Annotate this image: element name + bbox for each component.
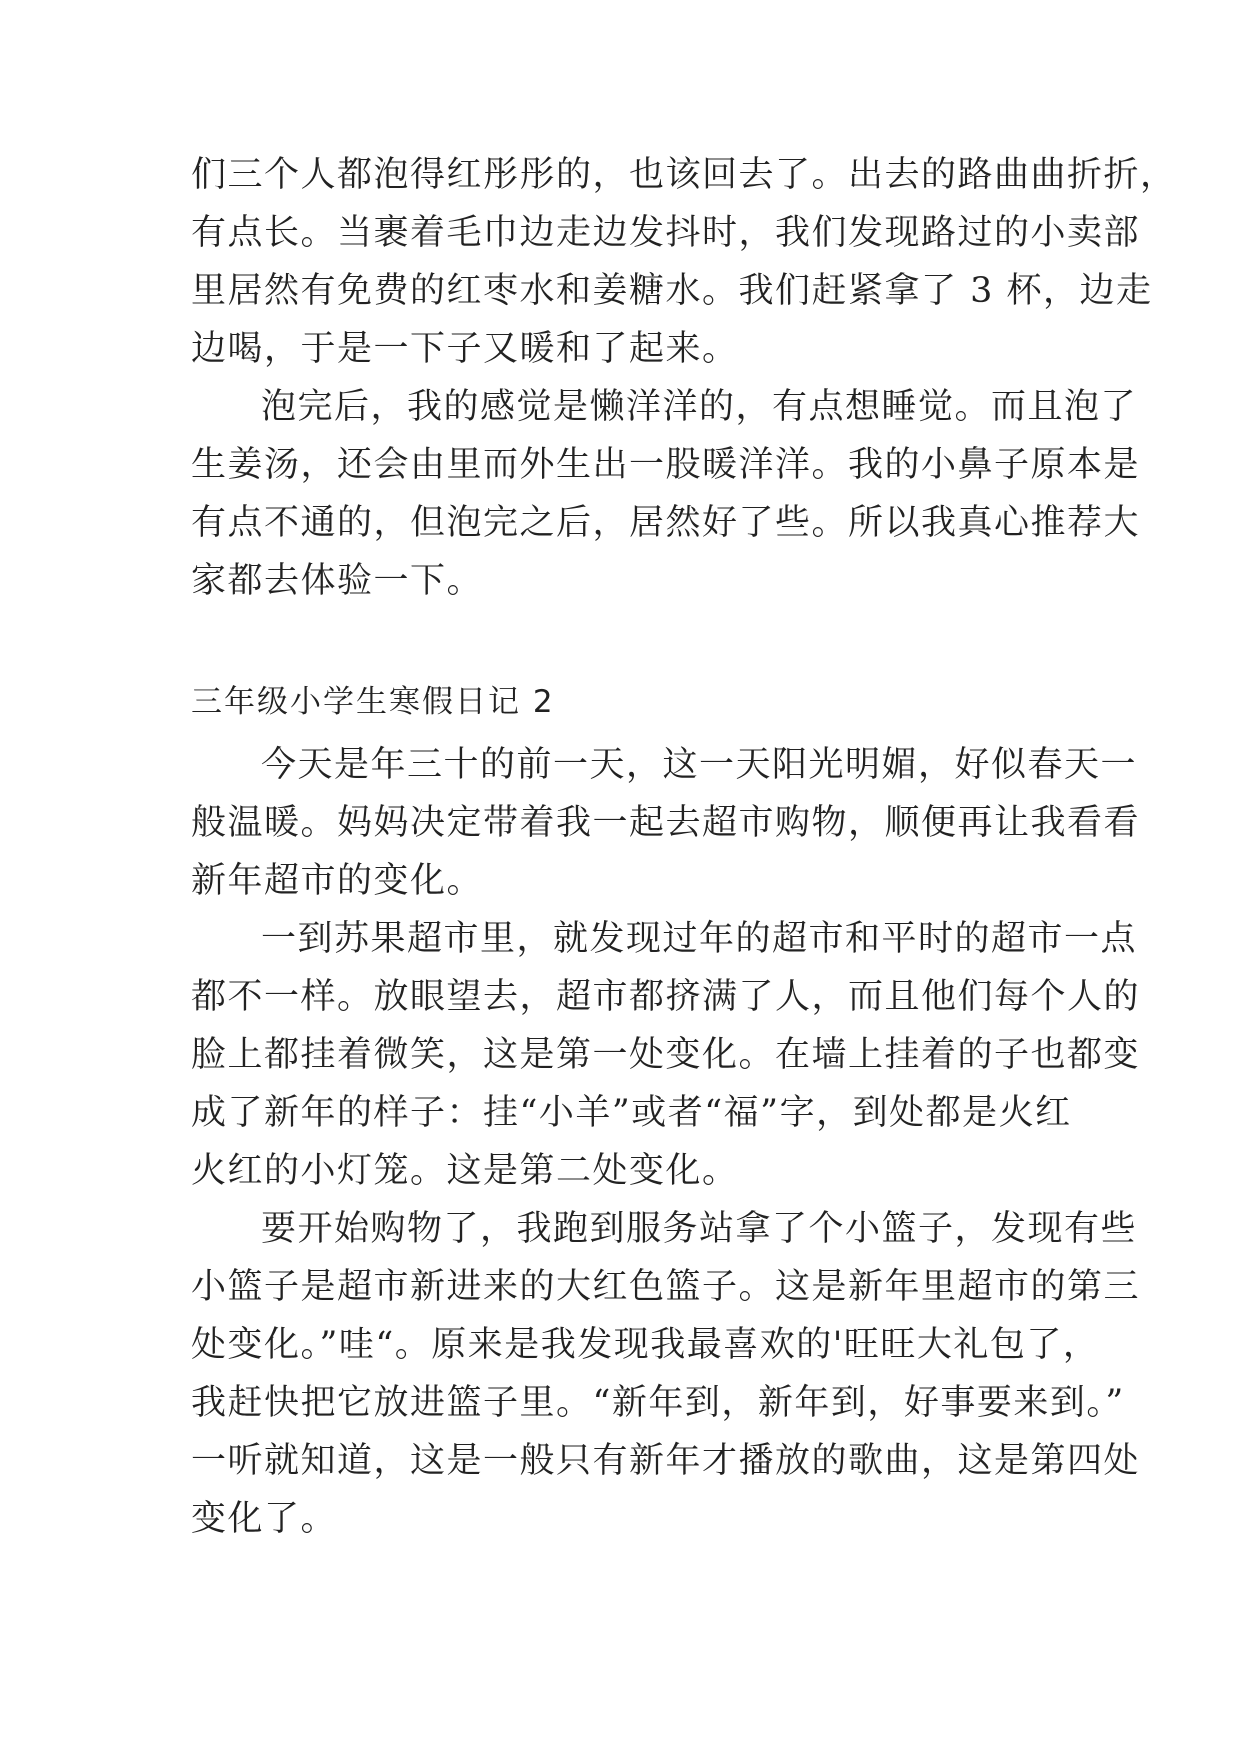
text-line: 成了新年的样子：挂“小羊”或者“福”字，到处都是火红 [191, 1093, 1072, 1133]
paragraph [191, 378, 1141, 610]
text-line: 我赶快把它放进篮子里。“新年到，新年到，好事要来到。” [191, 1383, 1125, 1423]
text-line: 火红的小灯笼。这是第二处变化。 [191, 1151, 739, 1191]
text-line: 变化了。 [191, 1499, 338, 1539]
text-line: 生姜汤，还会由里而外生出一股暖洋洋。我的小鼻子原本是 [191, 445, 1141, 485]
text-line: 家都去体验一下。 [191, 561, 484, 601]
text-line: 般温暖。妈妈决定带着我一起去超市购物，顺便再让我看看 [191, 803, 1141, 843]
text-line: 小篮子是超市新进来的大红色篮子。这是新年里超市的第三 [191, 1267, 1141, 1307]
text-line: 泡完后，我的感觉是懒洋洋的，有点想睡觉。而且泡了 [261, 387, 1138, 427]
text-line: 处变化。”哇“。原来是我发现我最喜欢的'旺旺大礼包了， [191, 1325, 1100, 1365]
section-title: 三年级小学生寒假日记 2 [191, 684, 555, 720]
text-line: 都不一样。放眼望去，超市都挤满了人，而且他们每个人的 [191, 977, 1141, 1017]
paragraph-continued [191, 146, 1177, 378]
text-line: 一到苏果超市里，就发现过年的超市和平时的超市一点 [261, 919, 1138, 959]
text-line: 要开始购物了，我跑到服务站拿了个小篮子，发现有些 [261, 1209, 1138, 1249]
text-line: 里居然有免费的红枣水和姜糖水。我们赶紧拿了 3 杯，边走 [191, 271, 1153, 311]
text-line: 今天是年三十的前一天，这一天阳光明媚，好似春天一 [261, 745, 1138, 785]
text-line: 有点长。当裹着毛巾边走边发抖时，我们发现路过的小卖部 [191, 213, 1141, 253]
text-line: 脸上都挂着微笑，这是第一处变化。在墙上挂着的子也都变 [191, 1035, 1141, 1075]
text-line: 边喝，于是一下子又暖和了起来。 [191, 329, 739, 369]
text-line: 有点不通的，但泡完之后，居然好了些。所以我真心推荐大 [191, 503, 1141, 543]
paragraph [191, 1200, 1141, 1548]
text-line: 新年超市的变化。 [191, 861, 484, 901]
paragraph [191, 736, 1141, 910]
paragraph [191, 910, 1141, 1200]
text-line: 们三个人都泡得红彤彤的，也该回去了。出去的路曲曲折折， [191, 155, 1177, 195]
text-line: 一听就知道，这是一般只有新年才播放的歌曲，这是第四处 [191, 1441, 1141, 1481]
